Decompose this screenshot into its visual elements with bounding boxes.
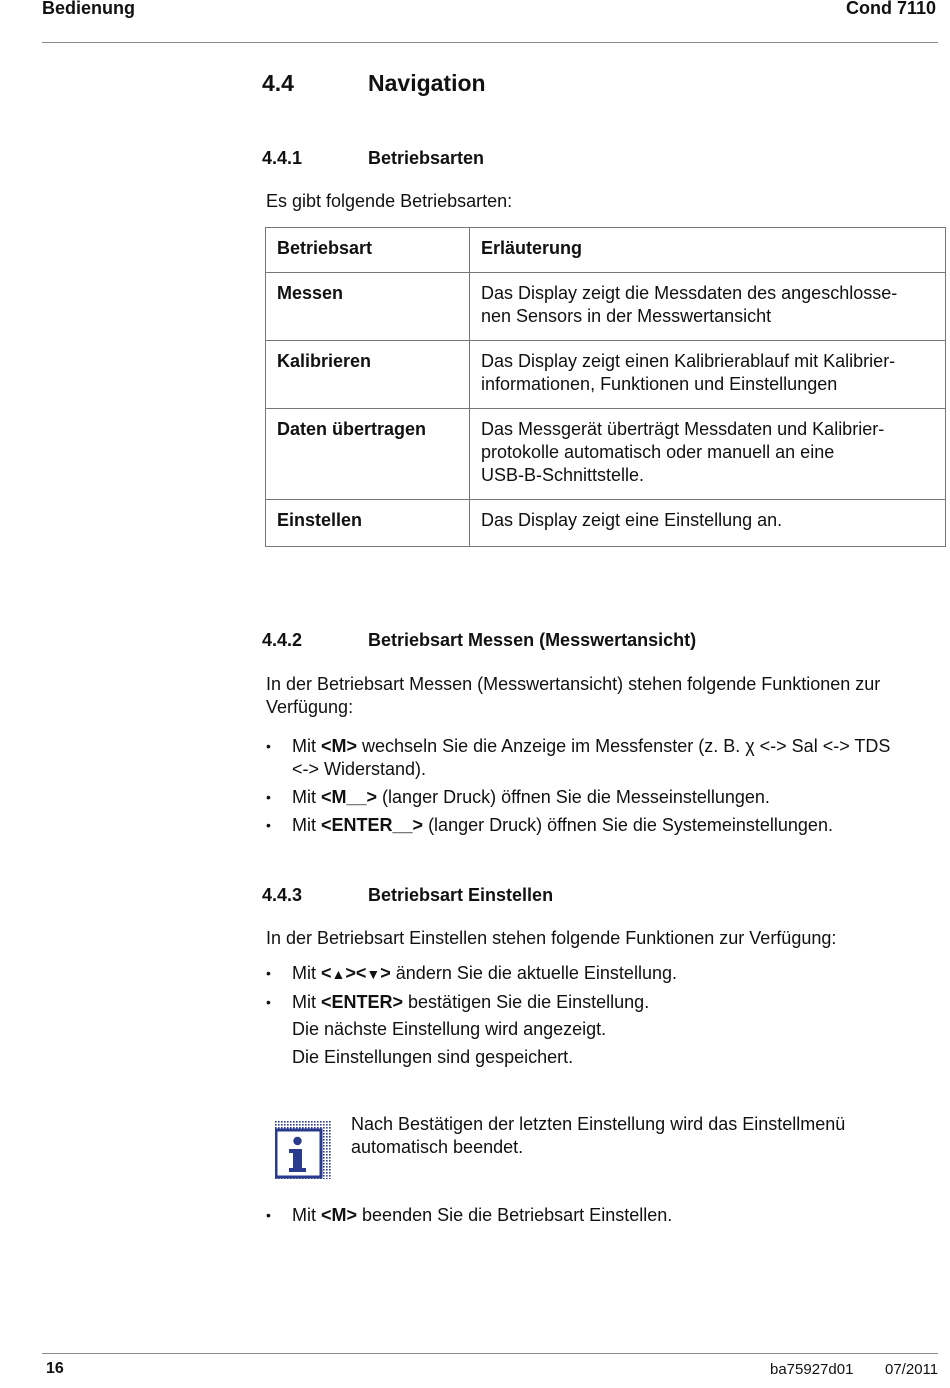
list-item	[266, 962, 938, 986]
item-text: wechseln Sie die Anzeige im Messfenster (z. B.	[357, 736, 746, 756]
key-label: <M>	[321, 736, 358, 756]
description-line: informationen, Funktionen und Einstellungen	[481, 374, 838, 394]
note-line: automatisch beendet.	[351, 1137, 524, 1157]
item-text: Mit	[292, 963, 321, 983]
item-text: <-> Sal <-> TDS	[754, 736, 891, 756]
subsection-heading-1	[262, 148, 484, 169]
mode-cell: Daten übertragen	[266, 409, 470, 500]
intro-text: Es gibt folgende Betriebsarten:	[266, 191, 513, 211]
list-item	[266, 786, 938, 809]
info-icon	[275, 1121, 331, 1179]
footer-rule	[42, 1353, 938, 1354]
item-text: (langer Druck) öffnen Sie die Messeinstellungen.	[377, 787, 770, 807]
item-text: ändern Sie die aktuelle Einstellung.	[390, 963, 677, 983]
item-text: Mit	[292, 736, 321, 756]
column-header: Erläuterung	[470, 228, 946, 273]
document-date: 07/2011	[885, 1361, 939, 1378]
item-text: <-> Widerstand).	[292, 759, 427, 779]
subsection-heading-3	[262, 885, 553, 906]
section-heading	[262, 70, 486, 97]
exit-list	[266, 1204, 938, 1232]
intro-line: Verfügung:	[266, 697, 354, 717]
table-row	[266, 500, 946, 547]
description-line: protokolle automatisch oder manuell an eine	[481, 442, 835, 462]
list-item	[266, 735, 938, 781]
note-line: Nach Bestätigen der letzten Einstellung wird das Einstellmenü	[351, 1114, 846, 1134]
result-text: Die nächste Einstellung wird angezeigt.	[292, 1019, 607, 1039]
key-label: ><	[345, 963, 367, 983]
intro-text	[266, 673, 938, 719]
running-header-right: Cond 7110	[845, 0, 936, 18]
description-line: nen Sensors in der Messwertansicht	[481, 306, 772, 326]
description-line: Das Display zeigt einen Kalibrierablauf mit Kalibrier-	[481, 351, 896, 371]
list-item	[266, 814, 938, 837]
document-id: ba75927d01	[770, 1361, 854, 1378]
measure-functions-list	[266, 735, 938, 842]
header-rule	[42, 42, 938, 43]
section-number: 4.4	[262, 70, 294, 96]
key-label: <ENTER__>	[321, 815, 424, 835]
description-line: Das Display zeigt eine Einstellung an.	[481, 510, 783, 530]
list-item	[266, 991, 938, 1014]
subsection-title: Betriebsart Messen (Messwertansicht)	[368, 630, 697, 650]
mode-cell: Kalibrieren	[266, 341, 470, 409]
item-text: Mit	[292, 992, 321, 1012]
table-header-row	[266, 228, 946, 273]
mode-cell: Messen	[266, 273, 470, 341]
item-text: Mit	[292, 1205, 321, 1225]
subsection-number: 4.4.1	[262, 148, 303, 168]
key-label: >	[380, 963, 391, 983]
setting-functions-list	[266, 962, 938, 1019]
key-label: <M>	[321, 1205, 358, 1225]
item-text: beenden Sie die Betriebsart Einstellen.	[357, 1205, 673, 1225]
description-line: Das Display zeigt die Messdaten des angeschlosse-	[481, 283, 898, 303]
description-line: USB-B-Schnittstelle.	[481, 465, 645, 485]
key-label: <ENTER>	[321, 992, 404, 1012]
list-item	[266, 1204, 938, 1227]
table-row	[266, 273, 946, 341]
intro-text: In der Betriebsart Einstellen stehen folgende Funktionen zur Verfügung:	[266, 928, 837, 948]
column-header: Betriebsart	[266, 228, 470, 273]
result-text: Die Einstellungen sind gespeichert.	[292, 1047, 574, 1067]
subsection-number: 4.4.3	[262, 885, 303, 905]
subsection-title: Betriebsart Einstellen	[368, 885, 554, 905]
item-text: bestätigen Sie die Einstellung.	[403, 992, 650, 1012]
subsection-number: 4.4.2	[262, 630, 303, 650]
description-cell	[470, 341, 946, 409]
item-text: Mit	[292, 815, 321, 835]
description-line: Das Messgerät überträgt Messdaten und Kalibrier-	[481, 419, 885, 439]
table-row	[266, 409, 946, 500]
note-text	[351, 1113, 931, 1159]
chi-symbol: χ	[745, 736, 755, 756]
item-text: Mit	[292, 787, 321, 807]
intro-line: In der Betriebsart Messen (Messwertansicht) stehen folgende Funktionen zur	[266, 674, 881, 694]
table-row	[266, 341, 946, 409]
arrow-up-icon: ▲	[331, 966, 346, 982]
operating-modes-table	[265, 227, 946, 547]
running-header-left: Bedienung	[42, 0, 135, 18]
key-label: <M__>	[321, 787, 378, 807]
subsection-title: Betriebsarten	[368, 148, 485, 168]
item-text: (langer Druck) öffnen Sie die Systemeinstellungen.	[423, 815, 833, 835]
page-number: 16	[46, 1360, 64, 1377]
subsection-heading-2	[262, 630, 696, 651]
description-cell	[470, 409, 946, 500]
arrow-down-icon: ▼	[366, 966, 381, 982]
section-title: Navigation	[368, 70, 486, 96]
mode-cell: Einstellen	[266, 500, 470, 547]
description-cell	[470, 273, 946, 341]
key-label: <	[321, 963, 332, 983]
description-cell	[470, 500, 946, 547]
